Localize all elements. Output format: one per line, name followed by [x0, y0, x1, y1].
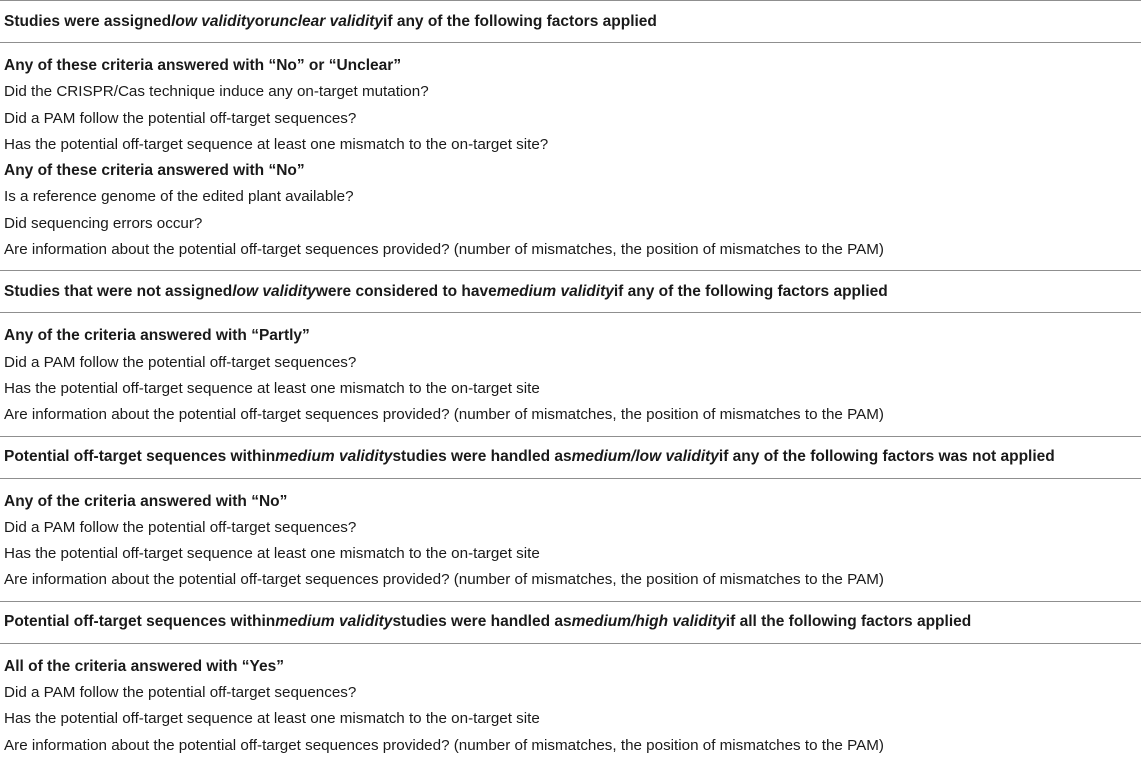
header-emphasis: medium/low validity: [571, 448, 719, 466]
header-emphasis: medium validity: [275, 613, 393, 631]
section-header: [0, 602, 1141, 643]
header-text: if any of the following factors was not applied: [718, 448, 1055, 466]
header-text: if any of the following factors applied: [383, 12, 657, 30]
criteria-group-label: Any of the criteria answered with “Partly”: [4, 327, 310, 345]
criterion-row: Did a PAM follow the potential off-target sequences?: [4, 353, 357, 371]
header-emphasis: medium validity: [496, 282, 614, 300]
criterion-row: Are information about the potential off-target sequences provided? (number of mismatches, the position of mismatches to the PAM): [4, 406, 884, 424]
criterion-row: Has the potential off-target sequence at least one mismatch to the on-target site: [4, 710, 540, 728]
header-text: Potential off-target sequences within: [4, 448, 276, 466]
section-body: [0, 313, 1141, 435]
header-text: Potential off-target sequences within: [4, 613, 276, 631]
header-emphasis: low validity: [171, 12, 255, 30]
criterion-row: Has the potential off-target sequence at least one mismatch to the on-target site?: [4, 135, 549, 153]
criteria-group-label: All of the criteria answered with “Yes”: [4, 657, 284, 675]
criterion-row: Are information about the potential off-target sequences provided? (number of mismatches, the position of mismatches to the PAM): [4, 571, 884, 589]
criterion-row: Did a PAM follow the potential off-target sequences?: [4, 684, 357, 702]
criteria-group-label: Any of these criteria answered with “No”: [4, 162, 305, 180]
section-medium-validity: [0, 271, 1141, 436]
criterion-row: Are information about the potential off-target sequences provided? (number of mismatches, the position of mismatches to the PAM): [4, 241, 884, 259]
section-medium-low-validity: [0, 437, 1141, 602]
section-body: [0, 479, 1141, 601]
header-emphasis: medium/high validity: [571, 613, 726, 631]
header-emphasis: medium validity: [275, 448, 393, 466]
section-body: [0, 644, 1141, 759]
section-header: [0, 437, 1141, 478]
section-low-validity: [0, 1, 1141, 271]
header-text: Studies were assigned: [4, 12, 172, 30]
criteria-group-label: Any of the criteria answered with “No”: [4, 492, 288, 510]
header-text: if any of the following factors applied: [613, 282, 888, 300]
header-text: Studies that were not assigned: [4, 282, 233, 300]
criterion-row: Did a PAM follow the potential off-target sequences?: [4, 109, 357, 127]
criterion-row: Are information about the potential off-target sequences provided? (number of mismatches, the position of mismatches to the PAM): [4, 736, 884, 754]
header-emphasis: unclear validity: [270, 12, 384, 30]
criterion-row: Has the potential off-target sequence at least one mismatch to the on-target site: [4, 379, 540, 397]
section-body: [0, 43, 1141, 270]
criterion-row: Is a reference genome of the edited plant available?: [4, 188, 354, 206]
criterion-row: Did a PAM follow the potential off-target sequences?: [4, 518, 357, 536]
header-emphasis: low validity: [232, 282, 316, 300]
header-text: or: [254, 12, 271, 30]
section-header: [0, 271, 1141, 312]
criteria-group-label: Any of these criteria answered with “No” or “Unclear”: [4, 57, 402, 74]
criterion-row: Did sequencing errors occur?: [4, 214, 203, 232]
criterion-row: Did the CRISPR/Cas technique induce any on-target mutation?: [4, 83, 429, 101]
header-text: studies were handled as: [392, 613, 572, 631]
header-text: studies were handled as: [392, 448, 572, 466]
section-medium-high-validity: [0, 602, 1141, 759]
header-text: were considered to have: [315, 282, 497, 300]
section-header: [0, 1, 1141, 42]
header-text: if all the following factors applied: [725, 613, 972, 631]
criterion-row: Has the potential off-target sequence at least one mismatch to the on-target site: [4, 545, 540, 563]
